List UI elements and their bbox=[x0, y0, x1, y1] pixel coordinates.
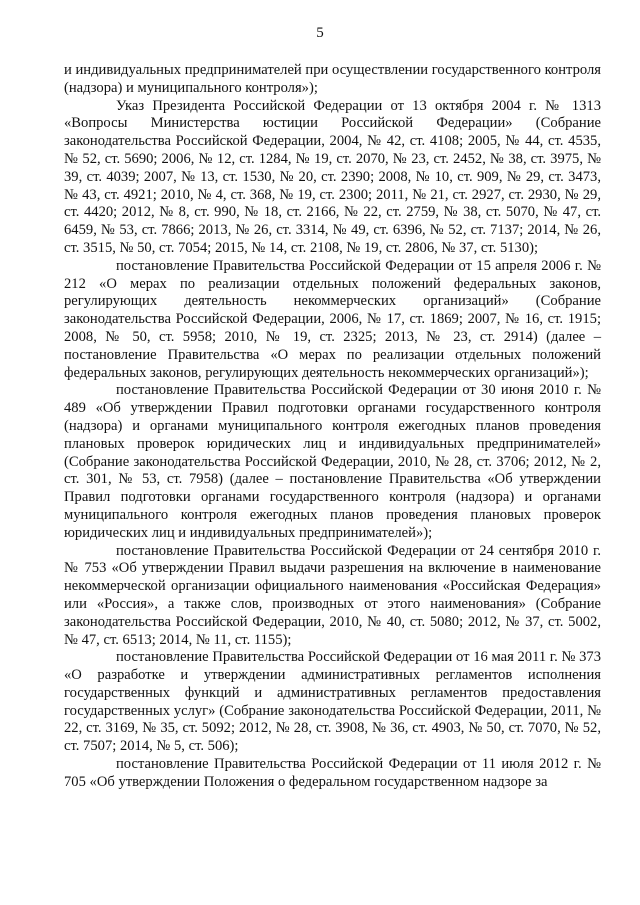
paragraph-resolution-212: постановление Правительства Российской Федерации от 15 апреля 2006 г. № 212 «О мерах по реализации отдельных положений федеральных законов, регулирующих деятельность некоммерческих организаций» (Собрание законодательства Российской Федерации, 2006, № 17, ст. 1869; 2007, № 16, ст. 1915; 2008, № 50, ст. 5958; 2010, № 19, ст. 2325; 2013, № 23, ст. 2914) (далее – постановление Правительства «О мерах по реализации отдельных положений федеральных законов, регулирующих деятельность некоммерческих организаций»); bbox=[64, 257, 601, 381]
paragraph-decree-1313: Указ Президента Российской Федерации от 13 октября 2004 г. № 1313 «Вопросы Министерства юстиции Российской Федерации» (Собрание законодательства Российской Федерации, 2004, № 42, ст. 4108; 2005, № 44, ст. 4535, № 52, ст. 5690; 2006, № 12, ст. 1284, № 19, ст. 2070, № 23, ст. 2452, № 38, ст. 3975, № 39, ст. 4039; 2007, № 13, ст. 1530, № 20, ст. 2390; 2008, № 10, ст. 909, № 29, ст. 3473, № 43, ст. 4921; 2010, № 4, ст. 368, № 19, ст. 2300; 2011, № 21, ст. 2927, ст. 2930, № 29, ст. 4420; 2012, № 8, ст. 990, № 18, ст. 2166, № 22, ст. 2759, № 38, ст. 5070, № 47, ст. 6459, № 53, ст. 7866; 2013, № 26, ст. 3314, № 49, ст. 6396, № 52, ст. 7137; 2014, № 26, ст. 3515, № 50, ст. 7054; 2015, № 14, ст. 2108, № 19, ст. 2806, № 37, ст. 5130); bbox=[64, 97, 601, 256]
paragraph-resolution-489: постановление Правительства Российской Федерации от 30 июня 2010 г. № 489 «Об утверждении Правил подготовки органами государственного контроля (надзора) и органами муниципального контроля ежегодных планов проведения плановых проверок юридических лиц и индивидуальных предпринимателей» (Собрание законодательства Российской Федерации, 2010, № 28, ст. 3706; 2012, № 2, ст. 301, № 53, ст. 7958) (далее – постановление Правительства «Об утверждении Правил подготовки органами государственного контроля (надзора) и органами муниципального контроля ежегодных планов проведения плановых проверок юридических лиц и индивидуальных предпринимателей»); bbox=[64, 382, 601, 541]
page-number: 5 bbox=[316, 25, 324, 41]
paragraph-resolution-753: постановление Правительства Российской Федерации от 24 сентября 2010 г. № 753 «Об утверждении Правил выдачи разрешения на включение в наименование некоммерческой организации официального наименования «Российская Федерация» или «Россия», а также слов, производных от этого наименования» (Собрание законодательства Российской Федерации, 2010, № 40, ст. 5080; 2012, № 37, ст. 5002, № 47, ст. 6513; 2014, № 11, ст. 1155); bbox=[64, 542, 601, 648]
paragraph-resolution-705: постановление Правительства Российской Федерации от 11 июля 2012 г. № 705 «Об утверждении Положения о федеральном государственном надзоре за bbox=[64, 756, 601, 790]
document-body bbox=[64, 62, 601, 792]
paragraph-resolution-373: постановление Правительства Российской Федерации от 16 мая 2011 г. № 373 «О разработке и утверждении административных регламентов исполнения государственных функций и административных регламентов предоставления государственных услуг» (Собрание законодательства Российской Федерации, 2011, № 22, ст. 3169, № 35, ст. 5092; 2012, № 28, ст. 3908, № 36, ст. 4903, № 50, ст. 7070, № 52, ст. 7507; 2014, № 5, ст. 506); bbox=[64, 649, 601, 755]
paragraph-continuation: и индивидуальных предпринимателей при осуществлении государственного контроля (надзора) и муниципального контроля»); bbox=[64, 62, 601, 96]
